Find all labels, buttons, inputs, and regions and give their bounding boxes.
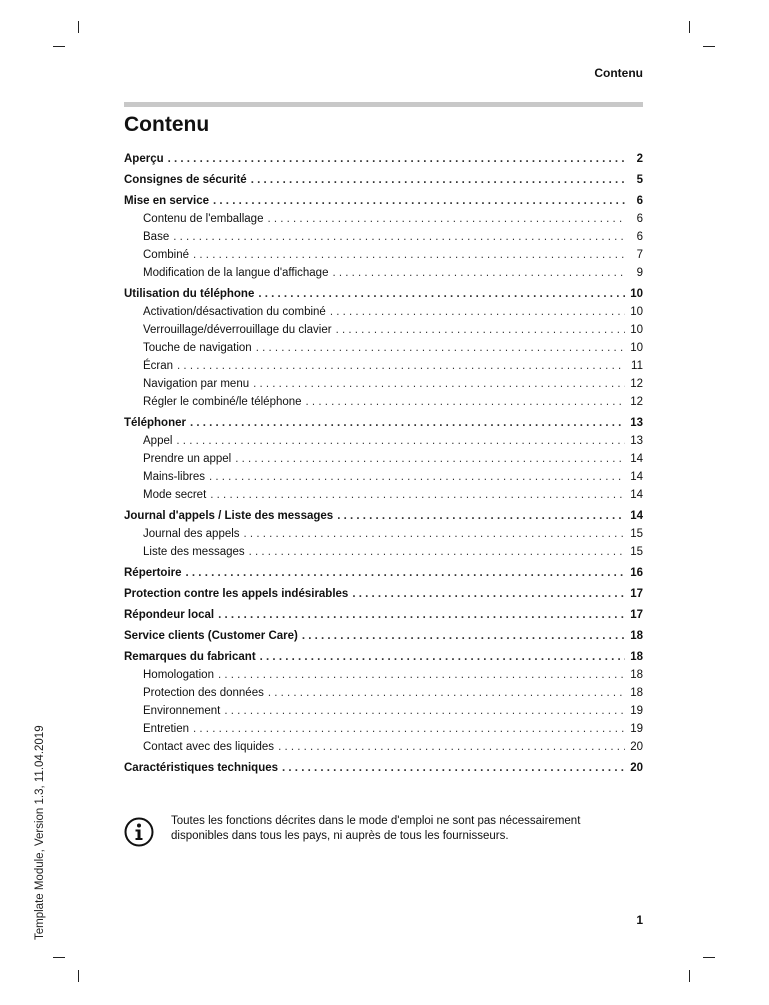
toc-label: Activation/désactivation du combiné (143, 306, 326, 318)
dot-leader (244, 525, 625, 543)
toc-label: Contact avec des liquides (143, 741, 275, 753)
toc-label: Combiné (143, 249, 190, 261)
toc-label: Service clients (Customer Care) (124, 630, 298, 642)
dot-leader (176, 432, 625, 450)
table-of-contents (124, 150, 643, 777)
dot-leader (173, 228, 625, 246)
header-rule (124, 102, 643, 107)
toc-label: Homologation (143, 669, 214, 681)
dot-leader (209, 468, 625, 486)
toc-page-number: 5 (636, 174, 643, 186)
toc-label: Mise en service (124, 195, 210, 207)
crop-mark (689, 21, 690, 33)
toc-label: Entretien (143, 723, 190, 735)
crop-mark (78, 970, 79, 982)
toc-subentry[interactable] (124, 486, 643, 504)
toc-label: Appel (143, 435, 173, 447)
toc-subentry[interactable] (124, 543, 643, 561)
crop-mark (53, 957, 65, 958)
toc-page-number: 10 (630, 306, 643, 318)
dot-leader (213, 192, 625, 210)
dot-leader (330, 303, 625, 321)
dot-leader (218, 666, 625, 684)
toc-subentry[interactable] (124, 210, 643, 228)
toc-subentry[interactable] (124, 339, 643, 357)
toc-label: Base (143, 231, 170, 243)
dot-leader (268, 684, 625, 702)
toc-label: Touche de navigation (143, 342, 252, 354)
info-icon (124, 817, 154, 847)
toc-page-number: 18 (630, 651, 643, 663)
toc-page-number: 17 (630, 609, 643, 621)
toc-page-number: 18 (630, 669, 643, 681)
toc-label: Navigation par menu (143, 378, 250, 390)
toc-subentry[interactable] (124, 702, 643, 720)
dot-leader (249, 543, 625, 561)
crop-mark (703, 46, 715, 47)
dot-leader (306, 393, 625, 411)
toc-subentry[interactable] (124, 228, 643, 246)
toc-page-number: 13 (630, 417, 643, 429)
toc-page-number: 14 (630, 453, 643, 465)
toc-chapter[interactable] (124, 192, 643, 210)
dot-leader (210, 486, 625, 504)
toc-page-number: 19 (630, 723, 643, 735)
toc-subentry[interactable] (124, 450, 643, 468)
toc-chapter[interactable] (124, 507, 643, 525)
toc-page-number: 14 (630, 471, 643, 483)
toc-label: Modification de la langue d'affichage (143, 267, 329, 279)
dot-leader (235, 450, 625, 468)
toc-page-number: 6 (636, 213, 643, 225)
toc-label: Aperçu (124, 153, 164, 165)
dot-leader (224, 702, 625, 720)
toc-page-number: 7 (636, 249, 643, 261)
toc-chapter[interactable] (124, 150, 643, 168)
dot-leader (267, 210, 625, 228)
toc-label: Journal des appels (143, 528, 240, 540)
toc-page-number: 12 (630, 378, 643, 390)
toc-page-number: 9 (636, 267, 643, 279)
running-header: Contenu (594, 66, 643, 80)
toc-subentry[interactable] (124, 375, 643, 393)
toc-subentry[interactable] (124, 720, 643, 738)
toc-subentry[interactable] (124, 666, 643, 684)
toc-page-number: 14 (630, 489, 643, 501)
toc-label: Mains-libres (143, 471, 205, 483)
dot-leader (260, 648, 625, 666)
side-label: Template Module, Version 1.3, 11.04.2019 (34, 725, 46, 940)
toc-chapter[interactable] (124, 585, 643, 603)
toc-label: Environnement (143, 705, 221, 717)
toc-page-number: 6 (636, 195, 643, 207)
dot-leader (177, 357, 625, 375)
crop-mark (53, 46, 65, 47)
toc-chapter[interactable] (124, 171, 643, 189)
toc-label: Verrouillage/déverrouillage du clavier (143, 324, 332, 336)
crop-mark (703, 957, 715, 958)
toc-page-number: 16 (630, 567, 643, 579)
toc-subentry[interactable] (124, 432, 643, 450)
toc-page-number: 10 (630, 324, 643, 336)
toc-subentry[interactable] (124, 684, 643, 702)
toc-subentry[interactable] (124, 525, 643, 543)
toc-subentry[interactable] (124, 468, 643, 486)
dot-leader (258, 285, 625, 303)
dot-leader (278, 738, 625, 756)
toc-page-number: 15 (630, 546, 643, 558)
dot-leader (190, 414, 625, 432)
toc-page-number: 14 (630, 510, 643, 522)
toc-chapter[interactable] (124, 564, 643, 582)
toc-label: Répondeur local (124, 609, 215, 621)
toc-chapter[interactable] (124, 759, 643, 777)
toc-label: Protection des données (143, 687, 264, 699)
toc-page-number: 19 (630, 705, 643, 717)
toc-label: Prendre un appel (143, 453, 232, 465)
toc-chapter[interactable] (124, 285, 643, 303)
toc-page-number: 6 (636, 231, 643, 243)
toc-label: Consignes de sécurité (124, 174, 247, 186)
toc-page-number: 12 (630, 396, 643, 408)
toc-label: Protection contre les appels indésirables (124, 588, 349, 600)
toc-page-number: 18 (630, 687, 643, 699)
page-number: 1 (636, 913, 643, 927)
toc-label: Mode secret (143, 489, 207, 501)
toc-label: Régler le combiné/le téléphone (143, 396, 302, 408)
toc-subentry[interactable] (124, 246, 643, 264)
toc-chapter[interactable] (124, 606, 643, 624)
toc-page-number: 18 (630, 630, 643, 642)
dot-leader (193, 246, 625, 264)
dot-leader (256, 339, 625, 357)
dot-leader (332, 264, 625, 282)
toc-page-number: 20 (630, 762, 643, 774)
dot-leader (302, 627, 625, 645)
toc-label: Écran (143, 360, 174, 372)
toc-label: Caractéristiques techniques (124, 762, 279, 774)
toc-label: Contenu de l'emballage (143, 213, 264, 225)
toc-page-number: 11 (631, 360, 643, 372)
toc-subentry[interactable] (124, 357, 643, 375)
note-line: Toutes les fonctions décrites dans le mode d'emploi ne sont pas nécessairement (171, 815, 581, 827)
toc-subentry[interactable] (124, 303, 643, 321)
toc-chapter[interactable] (124, 648, 643, 666)
toc-label: Utilisation du téléphone (124, 288, 255, 300)
toc-label: Remarques du fabricant (124, 651, 256, 663)
toc-page-number: 13 (630, 435, 643, 447)
toc-subentry[interactable] (124, 321, 643, 339)
note-text (171, 814, 580, 844)
toc-subentry[interactable] (124, 264, 643, 282)
dot-leader (218, 606, 625, 624)
toc-page-number: 20 (630, 741, 643, 753)
dot-leader (186, 564, 625, 582)
toc-page-number: 10 (630, 342, 643, 354)
toc-subentry[interactable] (124, 738, 643, 756)
toc-page-number: 2 (636, 153, 643, 165)
toc-page-number: 10 (630, 288, 643, 300)
dot-leader (282, 759, 625, 777)
dot-leader (168, 150, 625, 168)
crop-mark (689, 970, 690, 982)
toc-subentry[interactable] (124, 393, 643, 411)
toc-label: Téléphoner (124, 417, 186, 429)
dot-leader (352, 585, 625, 603)
crop-mark (78, 21, 79, 33)
toc-page-number: 15 (630, 528, 643, 540)
dot-leader (337, 507, 625, 525)
page-title: Contenu (124, 113, 210, 136)
toc-label: Liste des messages (143, 546, 245, 558)
dot-leader (253, 375, 625, 393)
dot-leader (336, 321, 625, 339)
info-note (124, 814, 643, 847)
note-line: disponibles dans tous les pays, ni auprès de tous les fournisseurs. (171, 830, 509, 842)
toc-chapter[interactable] (124, 414, 643, 432)
toc-label: Journal d'appels / Liste des messages (124, 510, 334, 522)
toc-page-number: 17 (630, 588, 643, 600)
toc-label: Répertoire (124, 567, 182, 579)
toc-chapter[interactable] (124, 627, 643, 645)
dot-leader (193, 720, 625, 738)
dot-leader (251, 171, 625, 189)
